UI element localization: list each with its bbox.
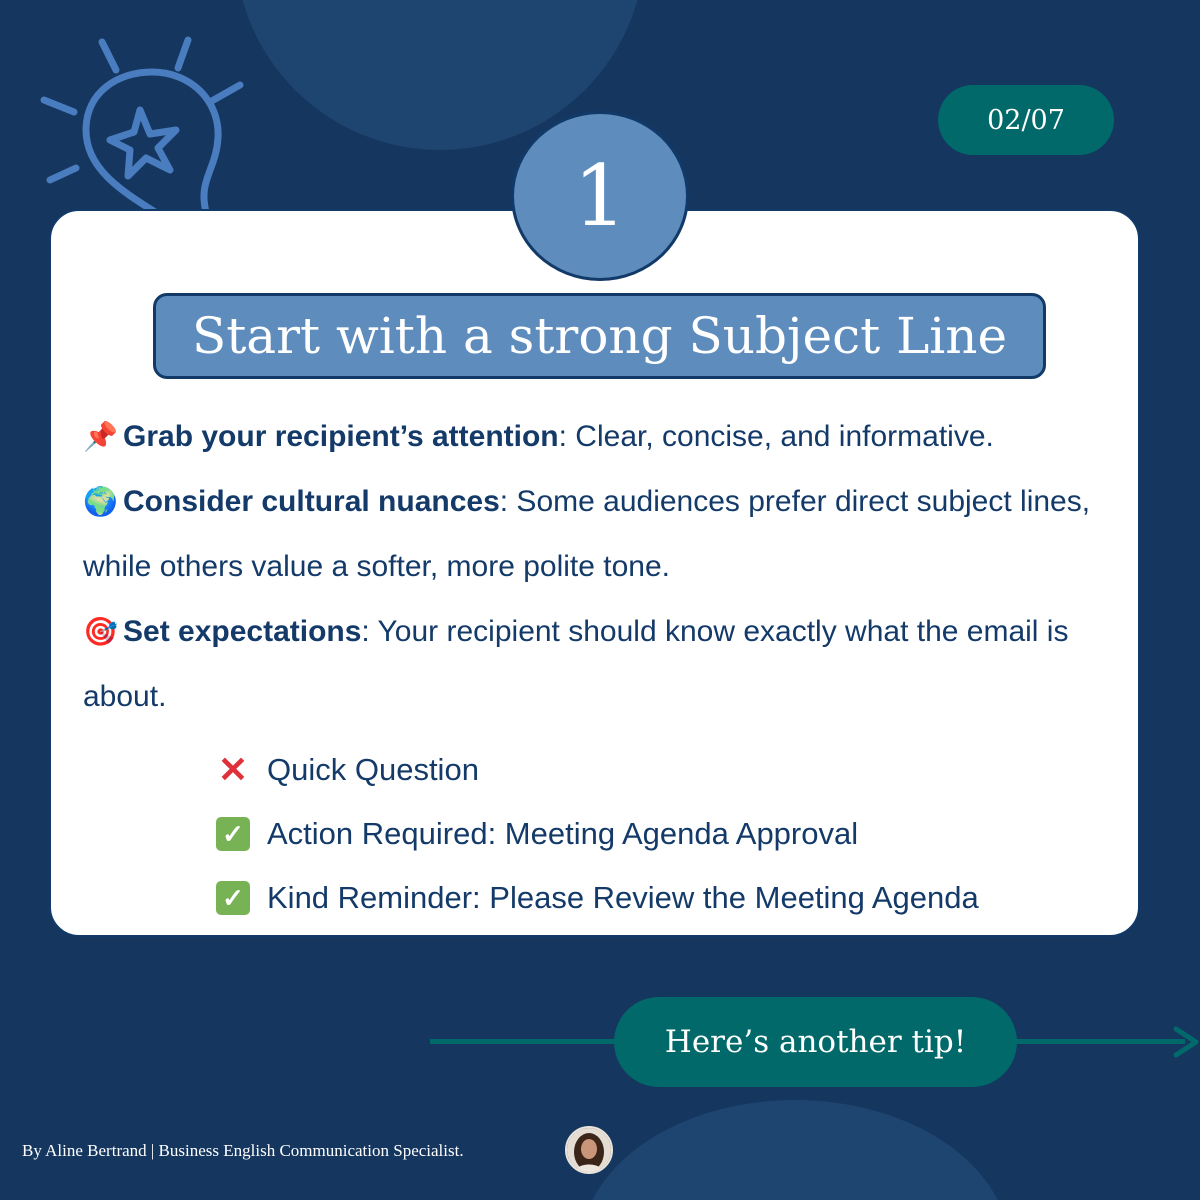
example-text: Quick Question xyxy=(267,752,479,787)
example-item xyxy=(216,802,979,866)
tip-item xyxy=(83,404,1123,469)
tip-text: : Some audiences prefer direct subject lines, while others value a softer, more polite tone. xyxy=(83,485,1091,583)
tip-heading: Grab your recipient’s attention xyxy=(123,420,559,453)
next-tip-button[interactable]: Here’s another tip! xyxy=(614,997,1017,1087)
avatar xyxy=(565,1126,613,1174)
target-icon: 🎯 xyxy=(83,616,118,647)
example-text: Action Required: Meeting Agenda Approval xyxy=(267,816,859,851)
tip-text: : Your recipient should know exactly what the email is about. xyxy=(83,615,1069,713)
tip-heading: Consider cultural nuances xyxy=(123,485,500,518)
tip-item xyxy=(83,599,1123,729)
page-counter-badge: 02/07 xyxy=(938,85,1114,155)
tip-title: Start with a strong Subject Line xyxy=(153,293,1046,379)
globe-icon: 🌍 xyxy=(83,486,118,517)
cross-mark-icon: ✕ xyxy=(217,749,249,790)
tip-text: : Clear, concise, and informative. xyxy=(558,420,994,453)
tip-heading: Set expectations xyxy=(123,615,362,648)
subject-line-examples xyxy=(216,738,979,930)
arrow-right-icon xyxy=(1170,1026,1200,1058)
check-mark-icon: ✓ xyxy=(216,881,250,915)
tip-list xyxy=(83,404,1123,729)
tip-item xyxy=(83,469,1123,599)
pushpin-icon: 📌 xyxy=(83,421,118,452)
author-credit: By Aline Bertrand | Business English Communication Specialist. xyxy=(22,1141,464,1160)
check-mark-icon: ✓ xyxy=(216,817,250,851)
background-circle-bottom xyxy=(580,1100,1010,1200)
example-item xyxy=(216,866,979,930)
tip-number: 1 xyxy=(511,111,689,281)
example-text: Kind Reminder: Please Review the Meeting Agenda xyxy=(267,880,979,915)
example-item xyxy=(216,738,979,802)
